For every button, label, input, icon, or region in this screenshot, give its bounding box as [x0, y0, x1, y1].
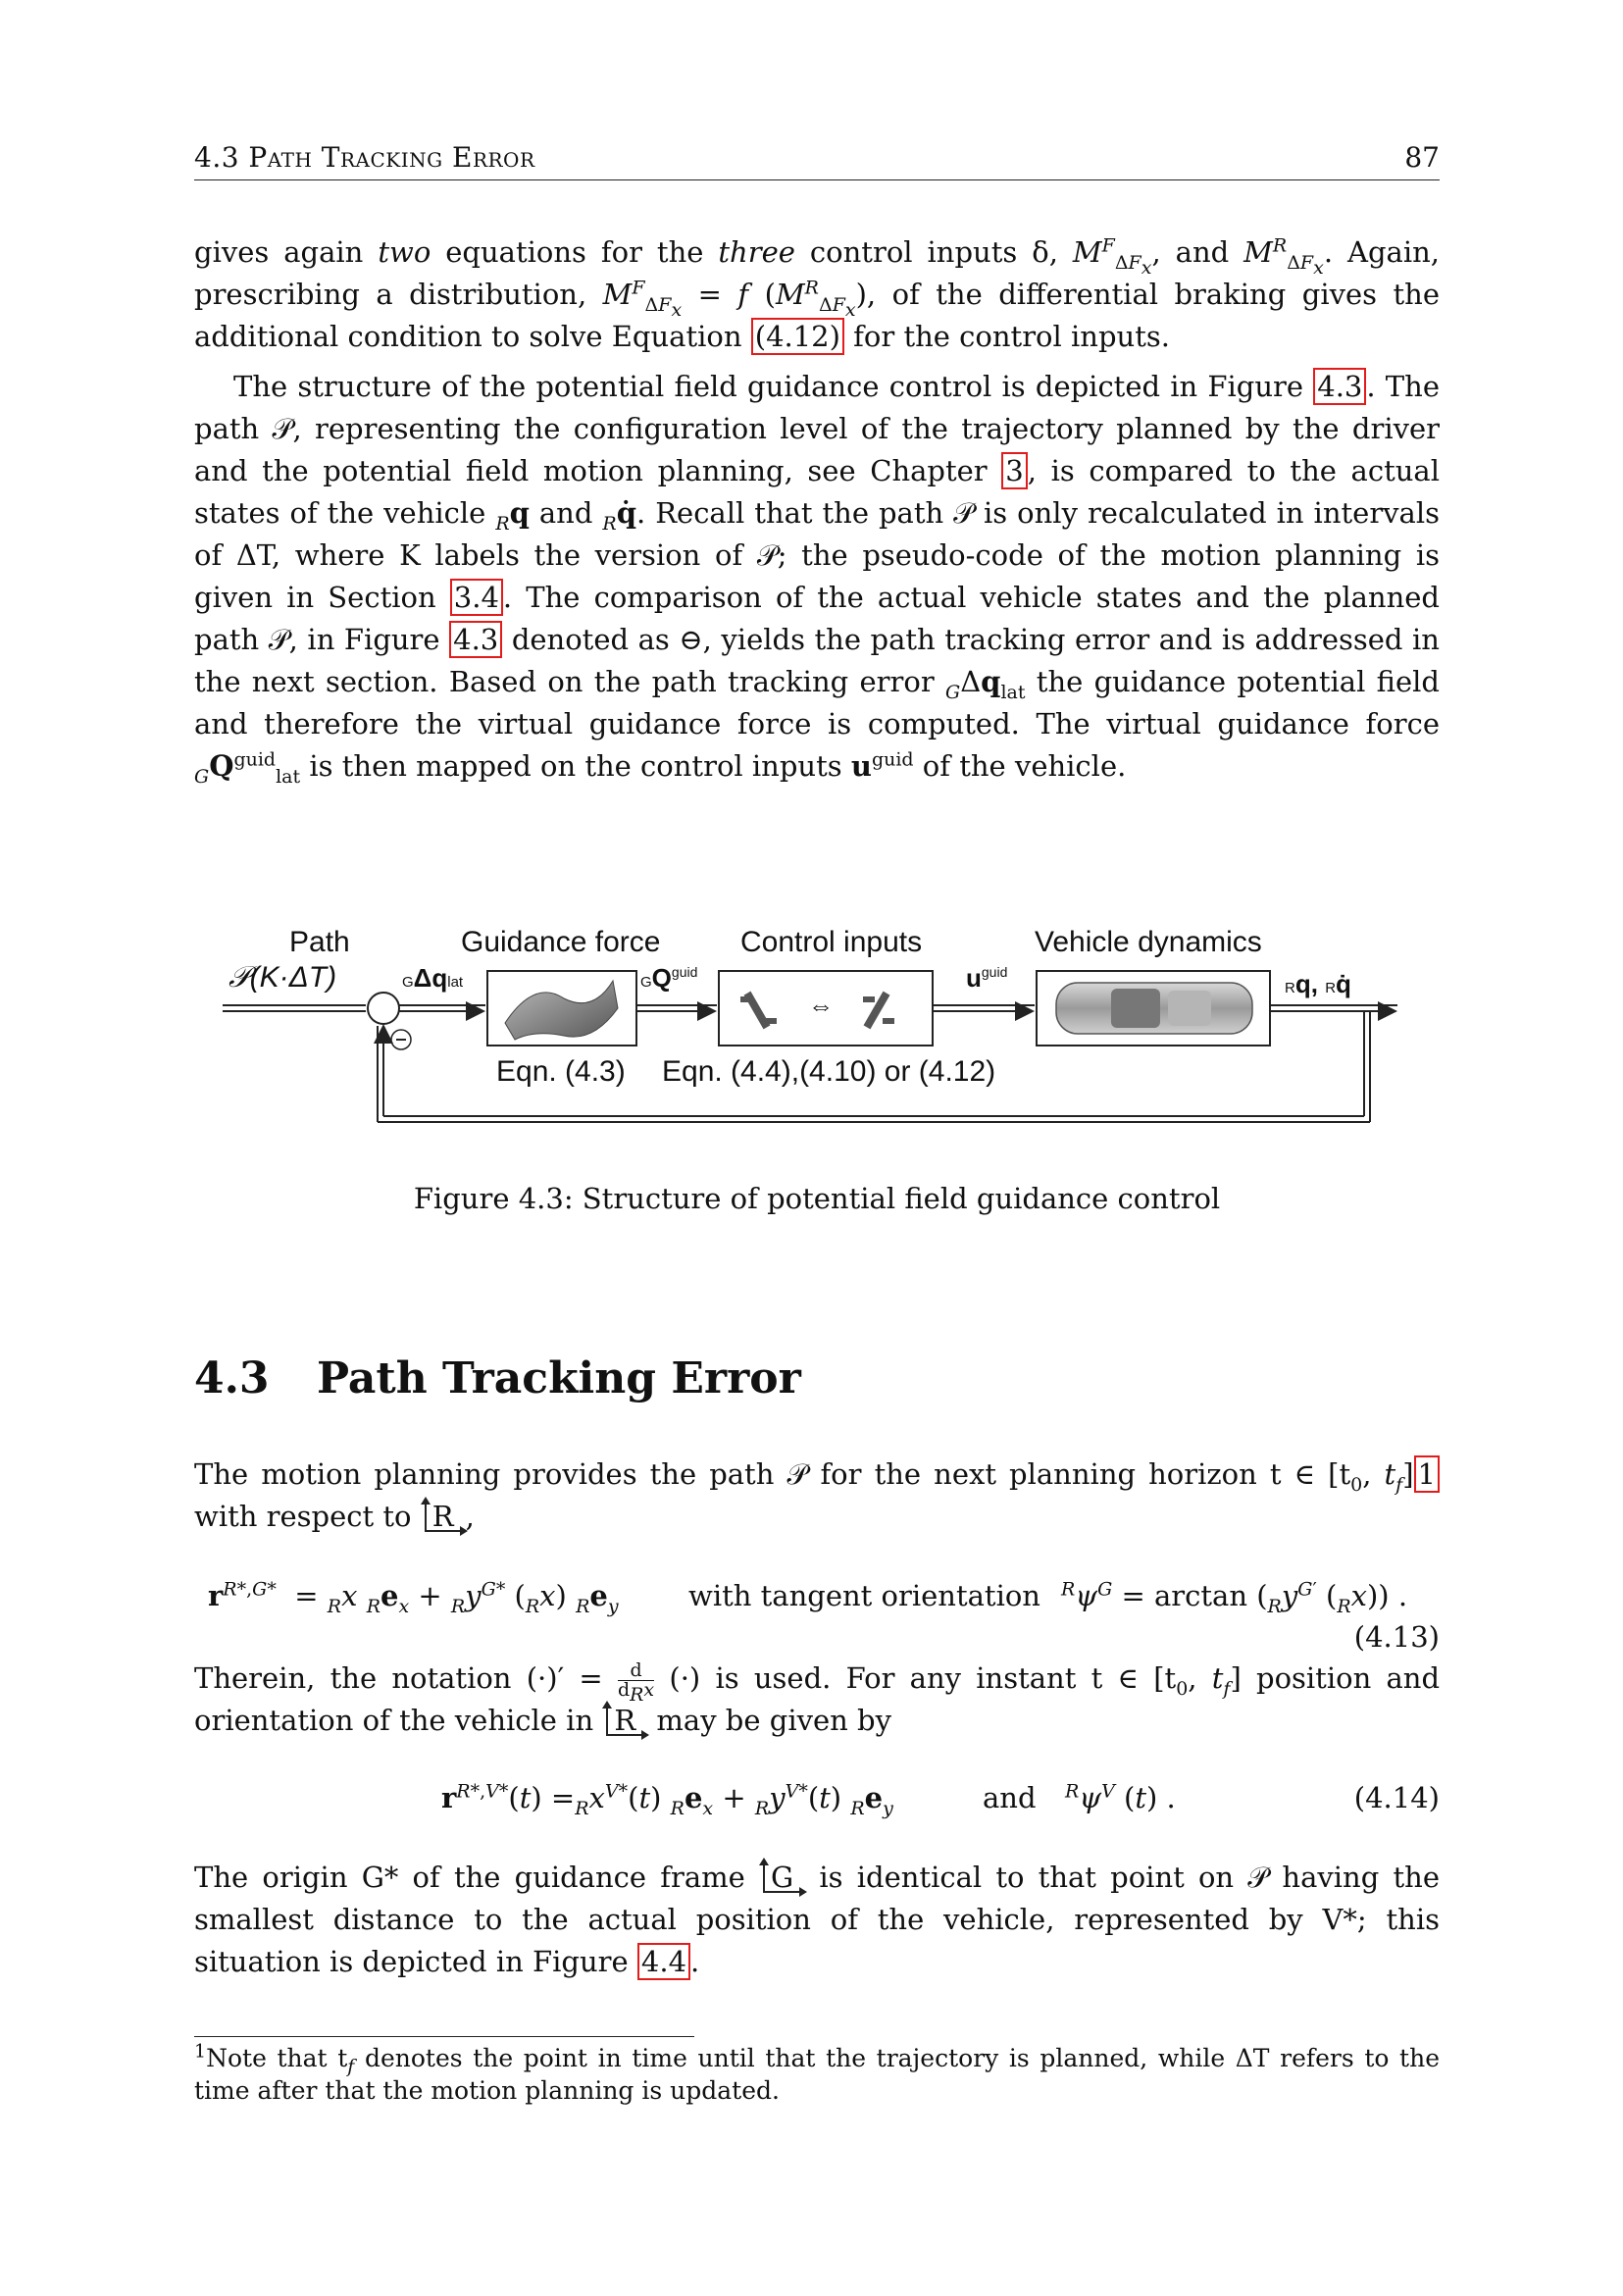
- eq-4-14-number: (4.14): [1353, 1781, 1440, 1814]
- section-title: Path Tracking Error: [317, 1353, 801, 1403]
- fig-error-signal: GΔqlat: [402, 963, 464, 993]
- footnote-mark: 1: [194, 2040, 207, 2063]
- figure-link-3[interactable]: 4.4: [637, 1943, 690, 1980]
- paragraph-5: The origin G* of the guidance frame G is identical to that point on 𝒫 having the smallest distance to the actual position of the vehicle, represented by V*; this situation is depicted in Figure 4.4 .: [194, 1861, 1440, 1978]
- fig-eqn-control: Eqn. (4.4),(4.10) or (4.12): [662, 1055, 996, 1088]
- fig-vehicle-label: Vehicle dynamics: [1035, 926, 1262, 958]
- fig-eqn-guidance: Eqn. (4.3): [496, 1055, 626, 1088]
- block-diagram-figure: [221, 920, 1412, 1150]
- frame-r-symbol-2: R: [606, 1707, 643, 1736]
- running-head-section: 4.3 Path Tracking Error: [194, 141, 535, 174]
- paragraph-1: gives again two equations for the three control inputs δ, $M^F_{\Delta F_x}$, and $M^R_{\Delta F_x}$. Again, prescribing a distribution, $M^F_{\Delta F_x} = f$ $(M^R_{\Delta F_x})$, of the differential braking gives the additional condition to solve Equation (4.12) for the control inputs.: [194, 234, 1440, 353]
- fig-force-signal: $GQ^{guid}$: [640, 963, 698, 993]
- footnote: $^1$Note that $t_f$ denotes the point in time until that the trajectory is planned, while ΔT refers to the time after that the motion planning is updated.: [194, 2040, 1440, 2105]
- fig-path-label: Path: [289, 926, 350, 958]
- car-icon: [1056, 983, 1252, 1034]
- eq-4-14-and: and: [983, 1781, 1037, 1814]
- section-number: 4.3: [194, 1353, 270, 1403]
- running-head: [194, 135, 1440, 180]
- fig-control-label: Control inputs: [740, 926, 923, 958]
- figure-caption: Figure 4.3: Structure of potential field guidance control: [413, 1182, 1221, 1215]
- fig-output-signal: Rq, Rq̇: [1285, 969, 1351, 998]
- fig-arrows-symbol: ⇔: [808, 991, 834, 1020]
- paragraph-3: The motion planning provides the path 𝒫 for the next planning horizon t ∈ [$t_0$, $t_f$] 1 with respect to R ,: [194, 1454, 1440, 1538]
- footnote-rule: [194, 2036, 694, 2037]
- figure-link-2[interactable]: 4.3: [449, 621, 502, 658]
- summing-junction: [368, 993, 399, 1024]
- fig-guidance-label: Guidance force: [461, 926, 661, 958]
- chapter-link[interactable]: 3: [1001, 452, 1027, 489]
- footnote-link[interactable]: 1: [1414, 1455, 1440, 1493]
- eq-4-13-note: with tangent orientation: [688, 1579, 1040, 1612]
- section-heading: [194, 1353, 801, 1403]
- section-link[interactable]: 3.4: [450, 579, 503, 616]
- frame-g-symbol: G: [763, 1863, 801, 1893]
- eq-4-13-number: (4.13): [1353, 1620, 1440, 1654]
- equation-link[interactable]: (4.12): [751, 318, 844, 355]
- paragraph-2: The structure of the potential field guidance control is depicted in Figure 4.3 . The path 𝒫, representing the configuration level of the trajectory planned by the driver and the potential field motion planning, see Chapter 3 , is compared to the actual states of the vehicle $_R$q and $_R$q̇. Recall that the path 𝒫 is only recalculated in intervals of ΔT, where K labels the version of 𝒫; the pseudo-code of the motion planning is given in Section 3.4 . The comparison of the actual vehicle states and the planned path 𝒫, in Figure 4.3 denoted as ⊖, yields the path tracking error and is addressed in the next section. Based on the path tracking error $_G\Delta q_{lat}$ the guidance potential field and therefore the virtual guidance force is computed. The virtual guidance force $_GQ^{guid}_{lat}$ is then mapped on the control inputs $u^{guid}$ of the vehicle.: [194, 370, 1441, 788]
- figure-link[interactable]: 4.3: [1313, 368, 1366, 405]
- fig-u-signal: $u^{guid}$: [966, 963, 1008, 993]
- page-number: 87: [1404, 141, 1440, 174]
- frame-r-symbol: R: [425, 1503, 462, 1532]
- paragraph-4: Therein, the notation (·)′ = $\frac{d}{d_Rx}$ (·) is used. For any instant t ∈ [$t_0$, $t_f$] position and orientation of the vehicle in R may be given by: [194, 1658, 1441, 1737]
- fig-path-symbol: 𝒫(K·ΔT): [228, 961, 337, 994]
